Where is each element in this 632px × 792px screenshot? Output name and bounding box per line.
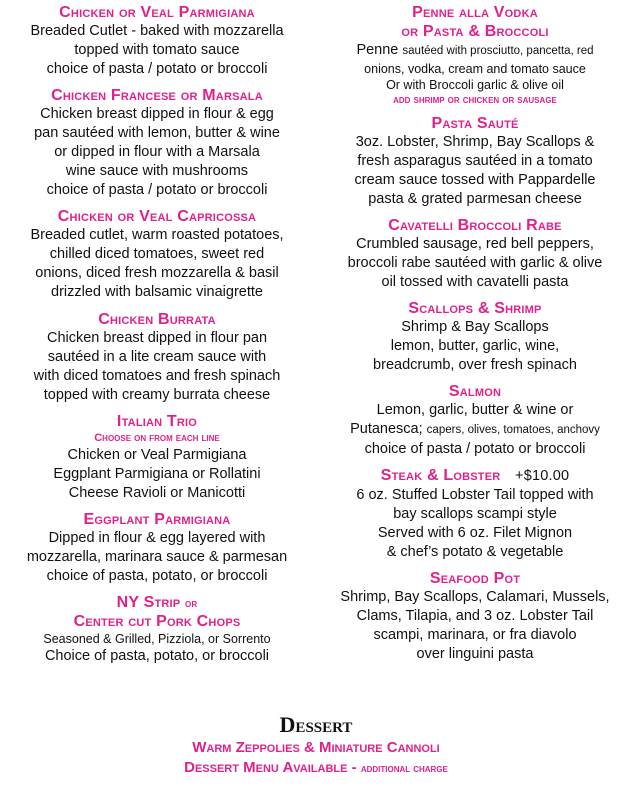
item-line: sautéed in a lite cream sauce with	[47, 349, 267, 365]
item-line: fresh asparagus sautéed in a tomato	[357, 153, 593, 169]
item-title: Salmon	[448, 383, 502, 400]
item-title: Chicken or Veal Parmigiana	[59, 4, 255, 21]
item-title-second: Center cut Pork Chops	[73, 613, 241, 630]
menu-item-burrata	[0, 310, 314, 405]
item-line: mozzarella, marinara sauce & parmesan	[26, 549, 288, 565]
item-line	[318, 41, 632, 61]
menu-item-scallops	[318, 299, 632, 375]
item-title-suffix: or	[184, 598, 198, 610]
item-subtitle: add shrimp or chicken or sausage	[393, 94, 557, 106]
menu-item-cavatelli	[318, 216, 632, 292]
dessert-title: Dessert	[279, 712, 353, 737]
item-line: 3oz. Lobster, Shrimp, Bay Scallops &	[355, 134, 595, 150]
menu-item-francese	[0, 86, 314, 200]
item-line: Breaded cutlet, warm roasted potatoes,	[30, 227, 284, 243]
item-line: Eggplant Parmigiana or Rollatini	[53, 466, 261, 482]
menu-item-pasta-saute	[318, 114, 632, 209]
item-line-main: Penne	[356, 42, 399, 58]
item-line: onions, diced fresh mozzarella & basil	[35, 265, 279, 281]
item-line: drizzled with balsamic vinaigrette	[51, 284, 263, 300]
item-line: Served with 6 oz. Filet Mignon	[377, 525, 573, 541]
item-line	[318, 420, 632, 440]
item-line: choice of pasta / potato or broccoli	[364, 441, 586, 457]
item-title	[318, 466, 632, 486]
item-line-small: sautéed with prosciutto, pancetta, red	[402, 45, 594, 57]
item-line: choice of pasta / potato or broccoli	[46, 61, 268, 77]
item-line: Shrimp & Bay Scallops	[401, 319, 549, 335]
item-title: Cavatelli Broccoli Rabe	[388, 217, 562, 234]
item-line: pasta & grated parmesan cheese	[368, 191, 582, 207]
item-line: Clams, Tilapia, and 3 oz. Lobster Tail	[356, 608, 594, 624]
item-title: Seafood Pot	[429, 570, 521, 587]
menu-item-salmon	[318, 382, 632, 459]
item-subtitle: Choose on from each line	[94, 432, 220, 444]
item-title: Chicken or Veal Capricossa	[57, 208, 257, 225]
dessert-line-main: Dessert Menu Available -	[184, 759, 357, 776]
item-line: topped with creamy burrata cheese	[43, 387, 271, 403]
menu-item-penne	[318, 3, 632, 108]
menu-item-parmigiana	[0, 3, 314, 79]
item-line: over linguini pasta	[416, 646, 534, 662]
item-price: +$10.00	[515, 468, 570, 484]
menu-item-eggplant	[0, 510, 314, 586]
dessert-line	[0, 758, 632, 779]
item-line: Chicken breast dipped in flour pan	[46, 330, 268, 346]
item-line: or dipped in flour with a Marsala	[54, 144, 260, 160]
item-line: Cheese Ravioli or Manicotti	[68, 485, 246, 501]
menu-item-seafood-pot	[318, 569, 632, 664]
item-line: topped with tomato sauce	[74, 42, 240, 58]
item-title: Eggplant Parmigiana	[83, 511, 231, 528]
item-line: pan sautéed with lemon, butter & wine	[34, 125, 280, 141]
right-column	[318, 3, 632, 664]
item-line: choice of pasta, potato, or broccoli	[46, 568, 268, 584]
item-title: Italian Trio	[116, 413, 198, 430]
item-line: Or with Broccoli garlic & olive oil	[386, 78, 564, 92]
item-title: Penne alla Vodka	[412, 4, 538, 21]
item-line: Shrimp, Bay Scallops, Calamari, Mussels,	[340, 589, 610, 605]
item-line: 6 oz. Stuffed Lobster Tail topped with	[356, 487, 594, 503]
menu-item-capricossa	[0, 207, 314, 302]
item-line: oil tossed with cavatelli pasta	[381, 274, 569, 290]
item-line: Lemon, garlic, butter & wine or	[376, 402, 574, 418]
item-line-main: Putanesca;	[350, 421, 423, 437]
item-line: with diced tomatoes and fresh spinach	[33, 368, 281, 384]
menu-item-italian-trio	[0, 412, 314, 503]
item-title-part: NY Strip	[116, 594, 181, 611]
item-line: Crumbled sausage, red bell peppers,	[356, 236, 594, 252]
item-line: broccoli rabe sautéed with garlic & olive	[347, 255, 603, 271]
item-title-text: Steak & Lobster	[380, 467, 501, 484]
item-line: Seasoned & Grilled, Pizziola, or Sorrento	[43, 632, 271, 646]
item-line: choice of pasta / potato or broccoli	[46, 182, 268, 198]
item-line: Chicken breast dipped in flour & egg	[40, 106, 274, 122]
item-title: Scallops & Shrimp	[408, 300, 542, 317]
menu-item-ny-strip	[0, 593, 314, 666]
item-title-second: or Pasta & Broccoli	[401, 23, 549, 40]
dessert-line-small: additional charge	[360, 763, 448, 775]
item-line: Chicken or Veal Parmigiana	[67, 447, 247, 463]
item-title: Chicken Burrata	[98, 311, 216, 328]
item-line: bay scallops scampi style	[393, 506, 557, 522]
item-line: onions, vodka, cream and tomato sauce	[364, 62, 586, 76]
item-line: chilled diced tomatoes, sweet red	[49, 246, 265, 262]
item-line: scampi, marinara, or fra diavolo	[373, 627, 577, 643]
item-line: breadcrumb, over fresh spinach	[373, 357, 577, 373]
item-title	[0, 593, 314, 612]
item-line: & chef’s potato & vegetable	[386, 544, 564, 560]
item-line: Dipped in flour & egg layered with	[48, 530, 266, 546]
item-line: Choice of pasta, potato, or broccoli	[44, 648, 270, 664]
item-line: lemon, butter, garlic, wine,	[390, 338, 560, 354]
item-title: Chicken Francese or Marsala	[51, 87, 263, 104]
item-line: cream sauce tossed with Pappardelle	[354, 172, 596, 188]
item-line: Breaded Cutlet - baked with mozzarella	[30, 23, 284, 39]
dessert-line: Warm Zeppolies & Miniature Cannoli	[192, 739, 440, 756]
menu-item-steak-lobster	[318, 466, 632, 562]
left-column	[0, 3, 314, 666]
dessert-section	[0, 712, 632, 779]
item-line: wine sauce with mushrooms	[65, 163, 249, 179]
item-line-small: capers, olives, tomatoes, anchovy	[426, 424, 600, 436]
item-title: Pasta Sauté	[431, 115, 519, 132]
